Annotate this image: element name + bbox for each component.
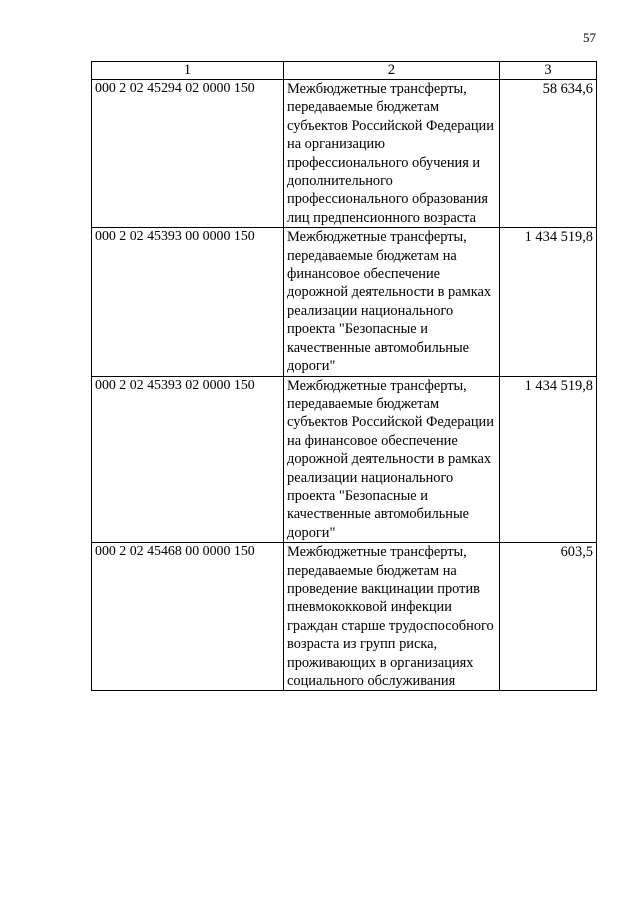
column-header-2: 2 bbox=[284, 62, 500, 80]
amount-cell: 603,5 bbox=[500, 543, 597, 691]
amount-cell: 58 634,6 bbox=[500, 80, 597, 228]
description-cell: Межбюджетные трансферты, передаваемые бюджетам на финансовое обеспечение дорожной деятельности в рамках реализации национального проекта "Безопасные и качественные автомобильные дороги" bbox=[284, 228, 500, 376]
budget-table bbox=[91, 61, 597, 691]
description-cell: Межбюджетные трансферты, передаваемые бюджетам субъектов Российской Федерации на финансовое обеспечение дорожной деятельности в рамках реализации национального проекта "Безопасные и качественные автомобильные дороги" bbox=[284, 376, 500, 543]
description-cell: Межбюджетные трансферты, передаваемые бюджетам на проведение вакцинации против пневмококковой инфекции граждан старше трудоспособного возраста из групп риска, проживающих в организациях социального обслуживания bbox=[284, 543, 500, 691]
table-row bbox=[92, 543, 597, 691]
page-number: 57 bbox=[583, 30, 596, 45]
table-header-row bbox=[92, 62, 597, 80]
table-row bbox=[92, 376, 597, 543]
budget-code-cell: 000 2 02 45393 02 0000 150 bbox=[92, 376, 284, 543]
table-row bbox=[92, 228, 597, 376]
column-header-3: 3 bbox=[500, 62, 597, 80]
budget-code-cell: 000 2 02 45468 00 0000 150 bbox=[92, 543, 284, 691]
table-row bbox=[92, 80, 597, 228]
budget-code-cell: 000 2 02 45393 00 0000 150 bbox=[92, 228, 284, 376]
column-header-1: 1 bbox=[92, 62, 284, 80]
amount-cell: 1 434 519,8 bbox=[500, 376, 597, 543]
amount-cell: 1 434 519,8 bbox=[500, 228, 597, 376]
description-cell: Межбюджетные трансферты, передаваемые бюджетам субъектов Российской Федерации на организацию профессионального обучения и дополнительного профессионального образования лиц предпенсионного возраста bbox=[284, 80, 500, 228]
budget-code-cell: 000 2 02 45294 02 0000 150 bbox=[92, 80, 284, 228]
